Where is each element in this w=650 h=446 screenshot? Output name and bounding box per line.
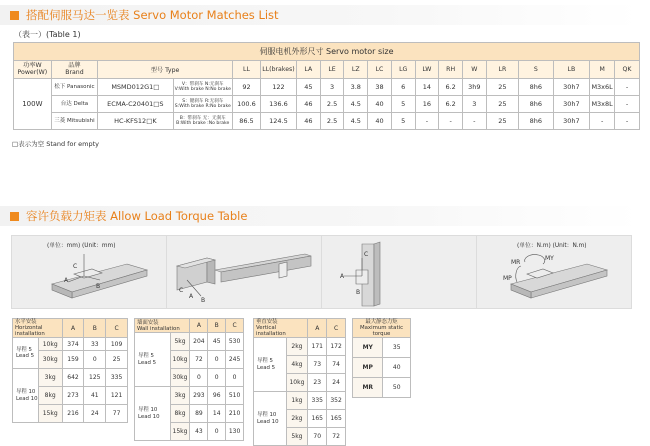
ll-cell: 100.6 [232, 96, 260, 113]
col-header: RH [439, 61, 463, 79]
type-header: 型号 Type [98, 61, 233, 79]
value-cell: 510 [226, 387, 244, 405]
static-torque-drawing [477, 236, 631, 308]
horizontal-torque-table [12, 318, 128, 423]
value-cell: 0 [226, 369, 244, 387]
wall-torque-table [134, 318, 244, 441]
lead-cell: 导程 5 Lead 5 [13, 338, 39, 369]
value-cell: M3x6L [590, 79, 615, 96]
col-header: A [308, 319, 327, 338]
section-header-servo [0, 5, 650, 27]
fig-label: MR [511, 259, 521, 266]
fig-label: B [201, 297, 206, 304]
load-cell: 15kg [38, 405, 62, 423]
section-title-servo: 搭配伺服马达一览表 Servo Motor Matches List [26, 8, 279, 22]
torque-key-cell: MP [353, 358, 383, 378]
value-cell: 335 [106, 369, 128, 387]
load-cell: 1kg [286, 392, 308, 410]
col-header: C [226, 319, 244, 333]
value-cell: 204 [190, 333, 208, 351]
value-cell: 33 [84, 338, 106, 351]
value-cell: 130 [226, 423, 244, 441]
table-title: 垂直安装 Vertical installation [254, 319, 308, 338]
value-cell: - [615, 113, 640, 130]
value-cell: - [439, 113, 463, 130]
brake-cell: B：带刹车 无：无刹车 B:With brake :No brake [173, 113, 232, 130]
power-header: 功率W Power(W) [14, 61, 52, 79]
fig-label: A [340, 273, 345, 280]
fig-label: B [356, 289, 361, 296]
value-cell: 171 [308, 338, 327, 356]
unit-caption: (单位：mm) (Unit：mm) [47, 243, 116, 249]
value-cell: 70 [308, 428, 327, 446]
value-cell: 96 [208, 387, 226, 405]
fig-label: MY [545, 255, 554, 262]
value-cell: 642 [62, 369, 84, 387]
value-cell: 30h7 [553, 113, 590, 130]
value-cell: 0 [84, 351, 106, 369]
value-cell: 125 [84, 369, 106, 387]
value-cell: 24 [327, 374, 346, 392]
value-cell: 121 [106, 387, 128, 405]
torque-value-cell: 50 [383, 378, 411, 398]
value-cell: 5 [391, 113, 415, 130]
value-cell: 4.5 [344, 113, 368, 130]
table-title: 水平安装 Horizontal installation [13, 319, 63, 338]
value-cell: 109 [106, 338, 128, 351]
value-cell: 89 [190, 405, 208, 423]
col-header: LC [368, 61, 392, 79]
value-cell: - [615, 96, 640, 113]
value-cell: 25 [106, 351, 128, 369]
col-header: QK [615, 61, 640, 79]
value-cell: 0 [208, 423, 226, 441]
value-cell: 374 [62, 338, 84, 351]
load-cell: 10kg [286, 374, 308, 392]
load-cell: 3kg [38, 369, 62, 387]
brand-cell: 三菱 Mitsubishi [51, 113, 97, 130]
value-cell: 25 [486, 96, 518, 113]
col-header: M [590, 61, 615, 79]
value-cell: 210 [226, 405, 244, 423]
load-cell: 10kg [170, 351, 190, 369]
value-cell: 3h9 [463, 79, 487, 96]
value-cell: - [415, 113, 439, 130]
lead-cell: 导程 10 Lead 10 [135, 387, 171, 441]
ll-cell: 92 [232, 79, 260, 96]
figure-horizontal [11, 235, 167, 309]
section-header-torque [0, 206, 650, 228]
value-cell: 3.8 [344, 79, 368, 96]
value-cell: 165 [327, 410, 346, 428]
ll-header: LL [232, 61, 260, 79]
value-cell: 172 [327, 338, 346, 356]
value-cell: - [463, 113, 487, 130]
col-header: B [208, 319, 226, 333]
ll-cell: 86.5 [232, 113, 260, 130]
col-header: B [84, 319, 106, 338]
table-title: 最大静态力矩 Maximum static torque [353, 319, 411, 338]
ll-brakes-cell: 122 [260, 79, 296, 96]
lead-cell: 导程 5 Lead 5 [135, 333, 171, 387]
ll-brakes-cell: 124.5 [260, 113, 296, 130]
value-cell: 2.5 [320, 96, 344, 113]
brand-cell: 台达 Delta [51, 96, 97, 113]
load-cell: 4kg [286, 356, 308, 374]
ll-brakes-header: LL(brakes) [260, 61, 296, 79]
value-cell: 74 [327, 356, 346, 374]
unit-caption: (单位：N.m) (Unit：N.m) [517, 243, 587, 249]
figure-vertical [321, 235, 477, 309]
load-cell: 5kg [286, 428, 308, 446]
col-header: LZ [344, 61, 368, 79]
load-cell: 3kg [170, 387, 190, 405]
wall-mount-drawing [167, 236, 321, 308]
lead-cell: 导程 10 Lead 10 [13, 369, 39, 423]
value-cell: - [590, 113, 615, 130]
value-cell: 43 [190, 423, 208, 441]
torque-key-cell: MR [353, 378, 383, 398]
col-header: LW [415, 61, 439, 79]
vertical-mount-drawing [322, 236, 476, 308]
col-header: LB [553, 61, 590, 79]
brake-cell: V：带刹车 N:无刹车 V:With brake N:No brake [173, 79, 232, 96]
load-cell: 2kg [286, 410, 308, 428]
static-torque-table [352, 318, 411, 398]
model-cell: ECMA-C20401□S [98, 96, 174, 113]
brand-cell: 松下 Panasonic [51, 79, 97, 96]
col-header: LR [486, 61, 518, 79]
value-cell: 72 [327, 428, 346, 446]
value-cell: 4.5 [344, 96, 368, 113]
fig-label: C [73, 263, 78, 270]
square-bullet-icon [10, 212, 19, 221]
value-cell: 45 [208, 333, 226, 351]
value-cell: 3 [463, 96, 487, 113]
torque-key-cell: MY [353, 338, 383, 358]
value-cell: 159 [62, 351, 84, 369]
value-cell: 30h7 [553, 96, 590, 113]
value-cell: 38 [368, 79, 392, 96]
col-header: W [463, 61, 487, 79]
figure-static-torque [476, 235, 632, 309]
square-bullet-icon [10, 11, 19, 20]
value-cell: 77 [106, 405, 128, 423]
value-cell: 73 [308, 356, 327, 374]
value-cell: - [615, 79, 640, 96]
table1-note: □表示为空 Stand for empty [12, 140, 100, 148]
col-header: C [327, 319, 346, 338]
value-cell: 8h6 [519, 113, 554, 130]
value-cell: 45 [296, 79, 320, 96]
value-cell: 25 [486, 79, 518, 96]
value-cell: 41 [84, 387, 106, 405]
value-cell: 16 [415, 96, 439, 113]
col-header: LA [296, 61, 320, 79]
value-cell: 46 [296, 96, 320, 113]
value-cell: 0 [208, 369, 226, 387]
lead-cell: 导程 10 Lead 10 [254, 392, 287, 446]
value-cell: 6.2 [439, 96, 463, 113]
value-cell: M3x8L [590, 96, 615, 113]
load-cell: 30kg [170, 369, 190, 387]
value-cell: 530 [226, 333, 244, 351]
value-cell: 0 [208, 351, 226, 369]
model-cell: HC-KFS12□K [98, 113, 174, 130]
fig-label: A [189, 293, 194, 300]
figure-wall [166, 235, 322, 309]
col-header: LG [391, 61, 415, 79]
load-cell: 15kg [170, 423, 190, 441]
fig-label: MP [503, 275, 512, 282]
value-cell: 14 [208, 405, 226, 423]
section-title-torque: 容许负载力矩表 Allow Load Torque Table [26, 209, 248, 223]
fig-label: C [179, 287, 184, 294]
value-cell: 8h6 [519, 96, 554, 113]
value-cell: 6 [391, 79, 415, 96]
load-cell: 5kg [170, 333, 190, 351]
load-cell: 30kg [38, 351, 62, 369]
value-cell: 8h6 [519, 79, 554, 96]
table1-group-header: 伺服电机外形尺寸 Servo motor size [14, 43, 640, 61]
col-header: A [190, 319, 208, 333]
load-cell: 10kg [38, 338, 62, 351]
value-cell: 25 [486, 113, 518, 130]
value-cell: 24 [84, 405, 106, 423]
col-header: LE [320, 61, 344, 79]
value-cell: 30h7 [553, 79, 590, 96]
value-cell: 23 [308, 374, 327, 392]
value-cell: 352 [327, 392, 346, 410]
horizontal-mount-drawing [12, 236, 166, 308]
value-cell: 0 [190, 369, 208, 387]
fig-label: B [96, 283, 101, 290]
col-header: S [519, 61, 554, 79]
load-cell: 2kg [286, 338, 308, 356]
value-cell: 46 [296, 113, 320, 130]
col-header: A [62, 319, 84, 338]
value-cell: 40 [368, 96, 392, 113]
servo-motor-table [13, 42, 640, 130]
value-cell: 72 [190, 351, 208, 369]
brand-header: 品牌 Brand [51, 61, 97, 79]
table1-subtitle: （表一）(Table 1) [14, 30, 81, 39]
fig-label: C [364, 251, 369, 258]
fig-label: A [64, 277, 69, 284]
value-cell: 14 [415, 79, 439, 96]
model-cell: MSMD012G1□ [98, 79, 174, 96]
value-cell: 216 [62, 405, 84, 423]
torque-value-cell: 40 [383, 358, 411, 378]
col-header: C [106, 319, 128, 338]
value-cell: 3 [320, 79, 344, 96]
value-cell: 2.5 [320, 113, 344, 130]
power-cell: 100W [14, 79, 52, 130]
value-cell: 5 [391, 96, 415, 113]
vertical-torque-table [253, 318, 346, 446]
table-title: 墙面安装 Wall installation [135, 319, 190, 333]
ll-brakes-cell: 136.6 [260, 96, 296, 113]
value-cell: 6.2 [439, 79, 463, 96]
value-cell: 293 [190, 387, 208, 405]
lead-cell: 导程 5 Lead 5 [254, 338, 287, 392]
value-cell: 165 [308, 410, 327, 428]
value-cell: 40 [368, 113, 392, 130]
load-cell: 8kg [38, 387, 62, 405]
value-cell: 273 [62, 387, 84, 405]
value-cell: 245 [226, 351, 244, 369]
value-cell: 335 [308, 392, 327, 410]
torque-value-cell: 35 [383, 338, 411, 358]
load-cell: 8kg [170, 405, 190, 423]
brake-cell: S：键刹车 R:无刹车 S:With brake R:No brake [173, 96, 232, 113]
